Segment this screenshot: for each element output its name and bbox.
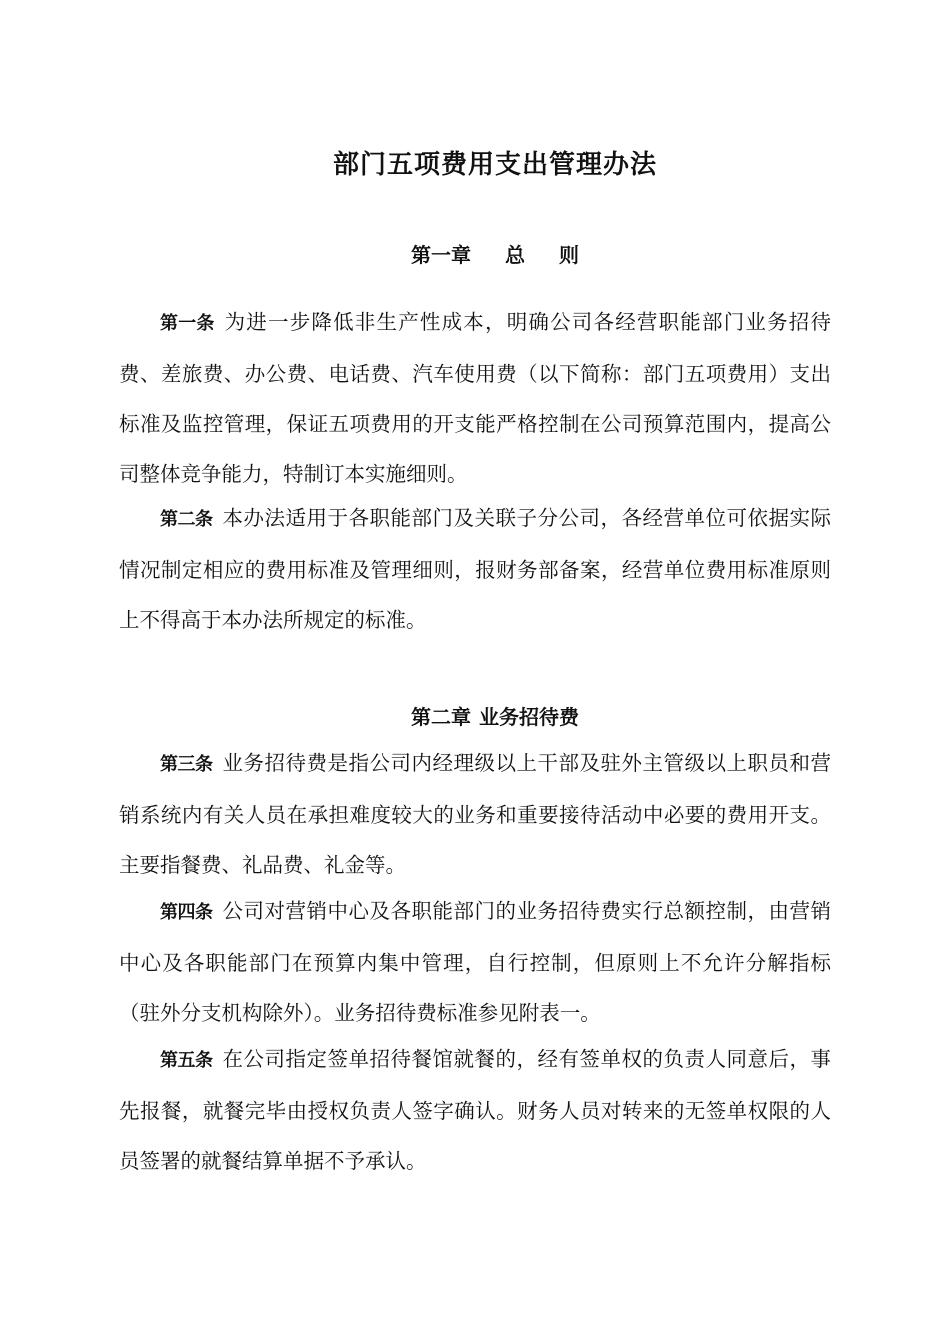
chapter-1-number: 第一章 (411, 243, 471, 267)
article-2-number: 第二条 (160, 509, 213, 530)
article-5 (119, 1034, 831, 1186)
article-1-text: 为进一步降低非生产性成本，明确公司各经营职能部门业务招待费、差旅费、办公费、电话费、汽车使用费（以下简称：部门五项费用）支出标准及监控管理，保证五项费用的开支能严格控制在公司预算范围内，提高公司整体竞争能力，特制订本实施细则。 (119, 310, 832, 486)
chapter-2-title: 业务招待费 (479, 705, 579, 729)
article-3 (119, 738, 831, 890)
article-4-number: 第四条 (160, 902, 213, 923)
article-1-number: 第一条 (160, 313, 215, 334)
article-5-number: 第五条 (160, 1050, 213, 1071)
chapter-1-heading (0, 240, 950, 270)
article-3-text: 业务招待费是指公司内经理级以上干部及驻外主管级以上职员和营销系统内有关人员在承担难度较大的业务和重要接待活动中必要的费用开支。主要指餐费、礼品费、礼金等。 (119, 751, 831, 877)
article-4 (119, 886, 831, 1038)
chapter-2-number: 第二章 (411, 705, 471, 729)
article-2 (119, 493, 831, 645)
chapter-2-heading (0, 702, 950, 732)
article-3-number: 第三条 (160, 754, 213, 775)
article-1 (119, 297, 831, 499)
article-4-text: 公司对营销中心及各职能部门的业务招待费实行总额控制，由营销中心及各职能部门在预算内集中管理，自行控制，但原则上不允许分解指标（驻外分支机构除外）。业务招待费标准参见附表一。 (119, 899, 831, 1025)
chapter-1-title-part-1: 总 (505, 243, 525, 267)
document-title: 部门五项费用支出管理办法 (332, 150, 657, 180)
article-5-text: 在公司指定签单招待餐馆就餐的，经有签单权的负责人同意后，事先报餐，就餐完毕由授权负责人签字确认。财务人员对转来的无签单权限的人员签署的就餐结算单据不予承认。 (119, 1047, 831, 1173)
article-2-text: 本办法适用于各职能部门及关联子分公司，各经营单位可依据实际情况制定相应的费用标准及管理细则，报财务部备案，经营单位费用标准原则上不得高于本办法所规定的标准。 (119, 506, 831, 632)
chapter-1-title-part-2: 则 (559, 243, 579, 267)
